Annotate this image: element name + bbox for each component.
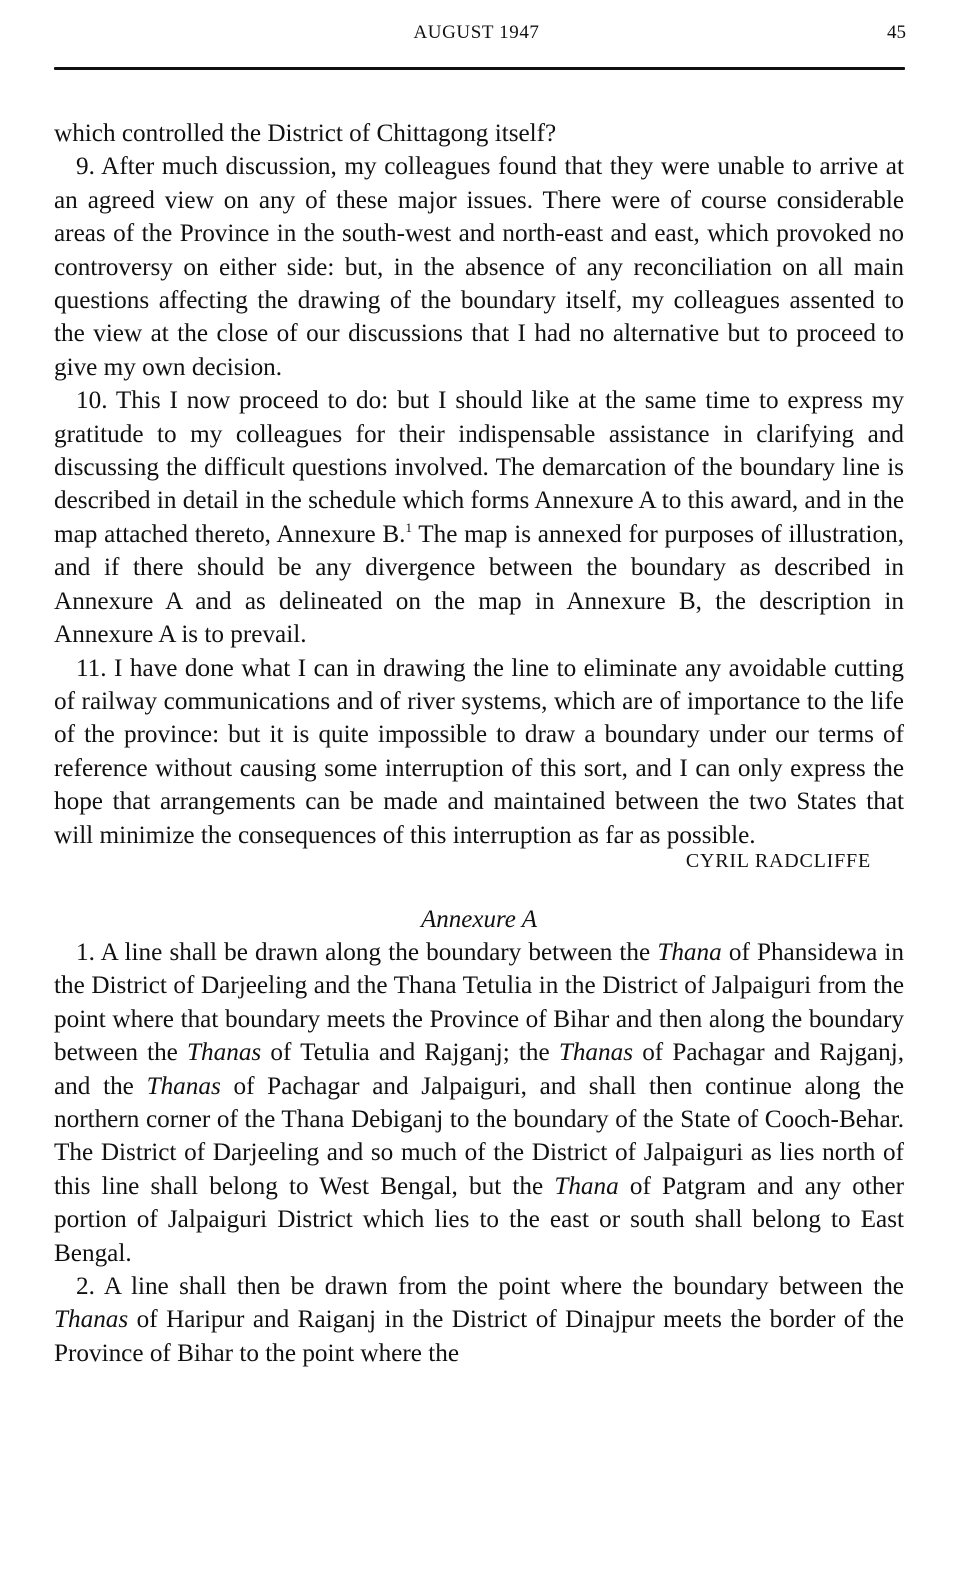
text-run: of Tetulia and Rajganj; the [261, 1039, 559, 1067]
italic-term: Thanas [54, 1306, 129, 1334]
running-title: AUGUST 1947 [413, 22, 540, 43]
running-head [0, 22, 968, 46]
header-rule [54, 67, 905, 70]
italic-term: Thana [554, 1172, 619, 1200]
italic-term: Thana [657, 938, 722, 966]
italic-term: Thanas [187, 1039, 262, 1067]
text-run: of Patgram and any other portion of Jalpaiguri District which lies to the east or south shall belong to East Bengal. [54, 1172, 904, 1267]
paragraph-10 [54, 384, 904, 651]
text-run: 2. A line shall then be drawn from the point where the boundary between the [76, 1273, 904, 1300]
annexure-item-2 [54, 1270, 904, 1370]
paragraph-11: 11. I have done what I can in drawing the line to eliminate any avoidable cutting of railway communications and of river systems, which are of importance to the life of the province: but it is quite impossible to draw a boundary under our terms of reference without causing some interruption of this sort, and I can only express the hope that arrangements can be made and maintained between the two States that will minimize the consequences of this interruption as far as possible. [54, 654, 904, 849]
paragraph-10-part-b: The map is annexed for purposes of illustration, and if there should be any divergence between the boundary as described in Annexure A and as delineated on the map in Annexure B, the description in Annexure A is to prevail. [54, 520, 904, 649]
text-run: of Pachagar and Rajganj, and the [54, 1039, 904, 1100]
text-run: of Haripur and Raiganj in the District of Dinajpur meets the border of the Province of Bihar to the point where the [54, 1306, 904, 1367]
footnote-marker: 1 [405, 519, 412, 535]
continuation-paragraph: which controlled the District of Chittagong itself? [54, 120, 557, 147]
italic-term: Thanas [146, 1072, 221, 1100]
text-run: 1. A line shall be drawn along the boundary between the [76, 938, 658, 966]
annexure-item-1 [54, 936, 904, 1270]
text-run: of Phansidewa in the District of Darjeeling and the Thana Tetulia in the District of Jalpaiguri from the point where that boundary meets the Province of Bihar and then along the boundary between the [54, 938, 904, 1067]
paragraph-9: 9. After much discussion, my colleagues found that they were unable to arrive at an agreed view on any of these major issues. There were of course considerable areas of the Province in the south-west and north-east and east, which provoked no controversy on either side: but, in the absence of any reconciliation on all main questions affecting the drawing of the boundary itself, my colleagues assented to the view at the close of our discussions that I had no alternative but to proceed to give my own decision. [54, 153, 904, 381]
paragraph-10-part-a: 10. This I now proceed to do: but I should like at the same time to express my gratitude to my colleagues for their indispensable assistance in clarifying and discussing the difficult questions involved. The demarcation of the boundary line is described in detail in the schedule which forms Annexure A to this award, and in the map attached thereto, Annexure B. [54, 387, 904, 548]
text-run: of Pachagar and Jalpaiguri, and shall then continue along the northern corner of the Thana Debiganj to the boundary of the State of Cooch-Behar. The District of Darjeeling and so much of the District of Jalpaiguri as lies north of this line shall belong to West Bengal, but the [54, 1072, 904, 1200]
signature: CYRIL RADCLIFFE [685, 849, 871, 872]
italic-term: Thanas [558, 1039, 634, 1067]
page-body [54, 117, 904, 1370]
page-number: 45 [887, 22, 906, 43]
annexure-title: Annexure A [421, 905, 537, 933]
